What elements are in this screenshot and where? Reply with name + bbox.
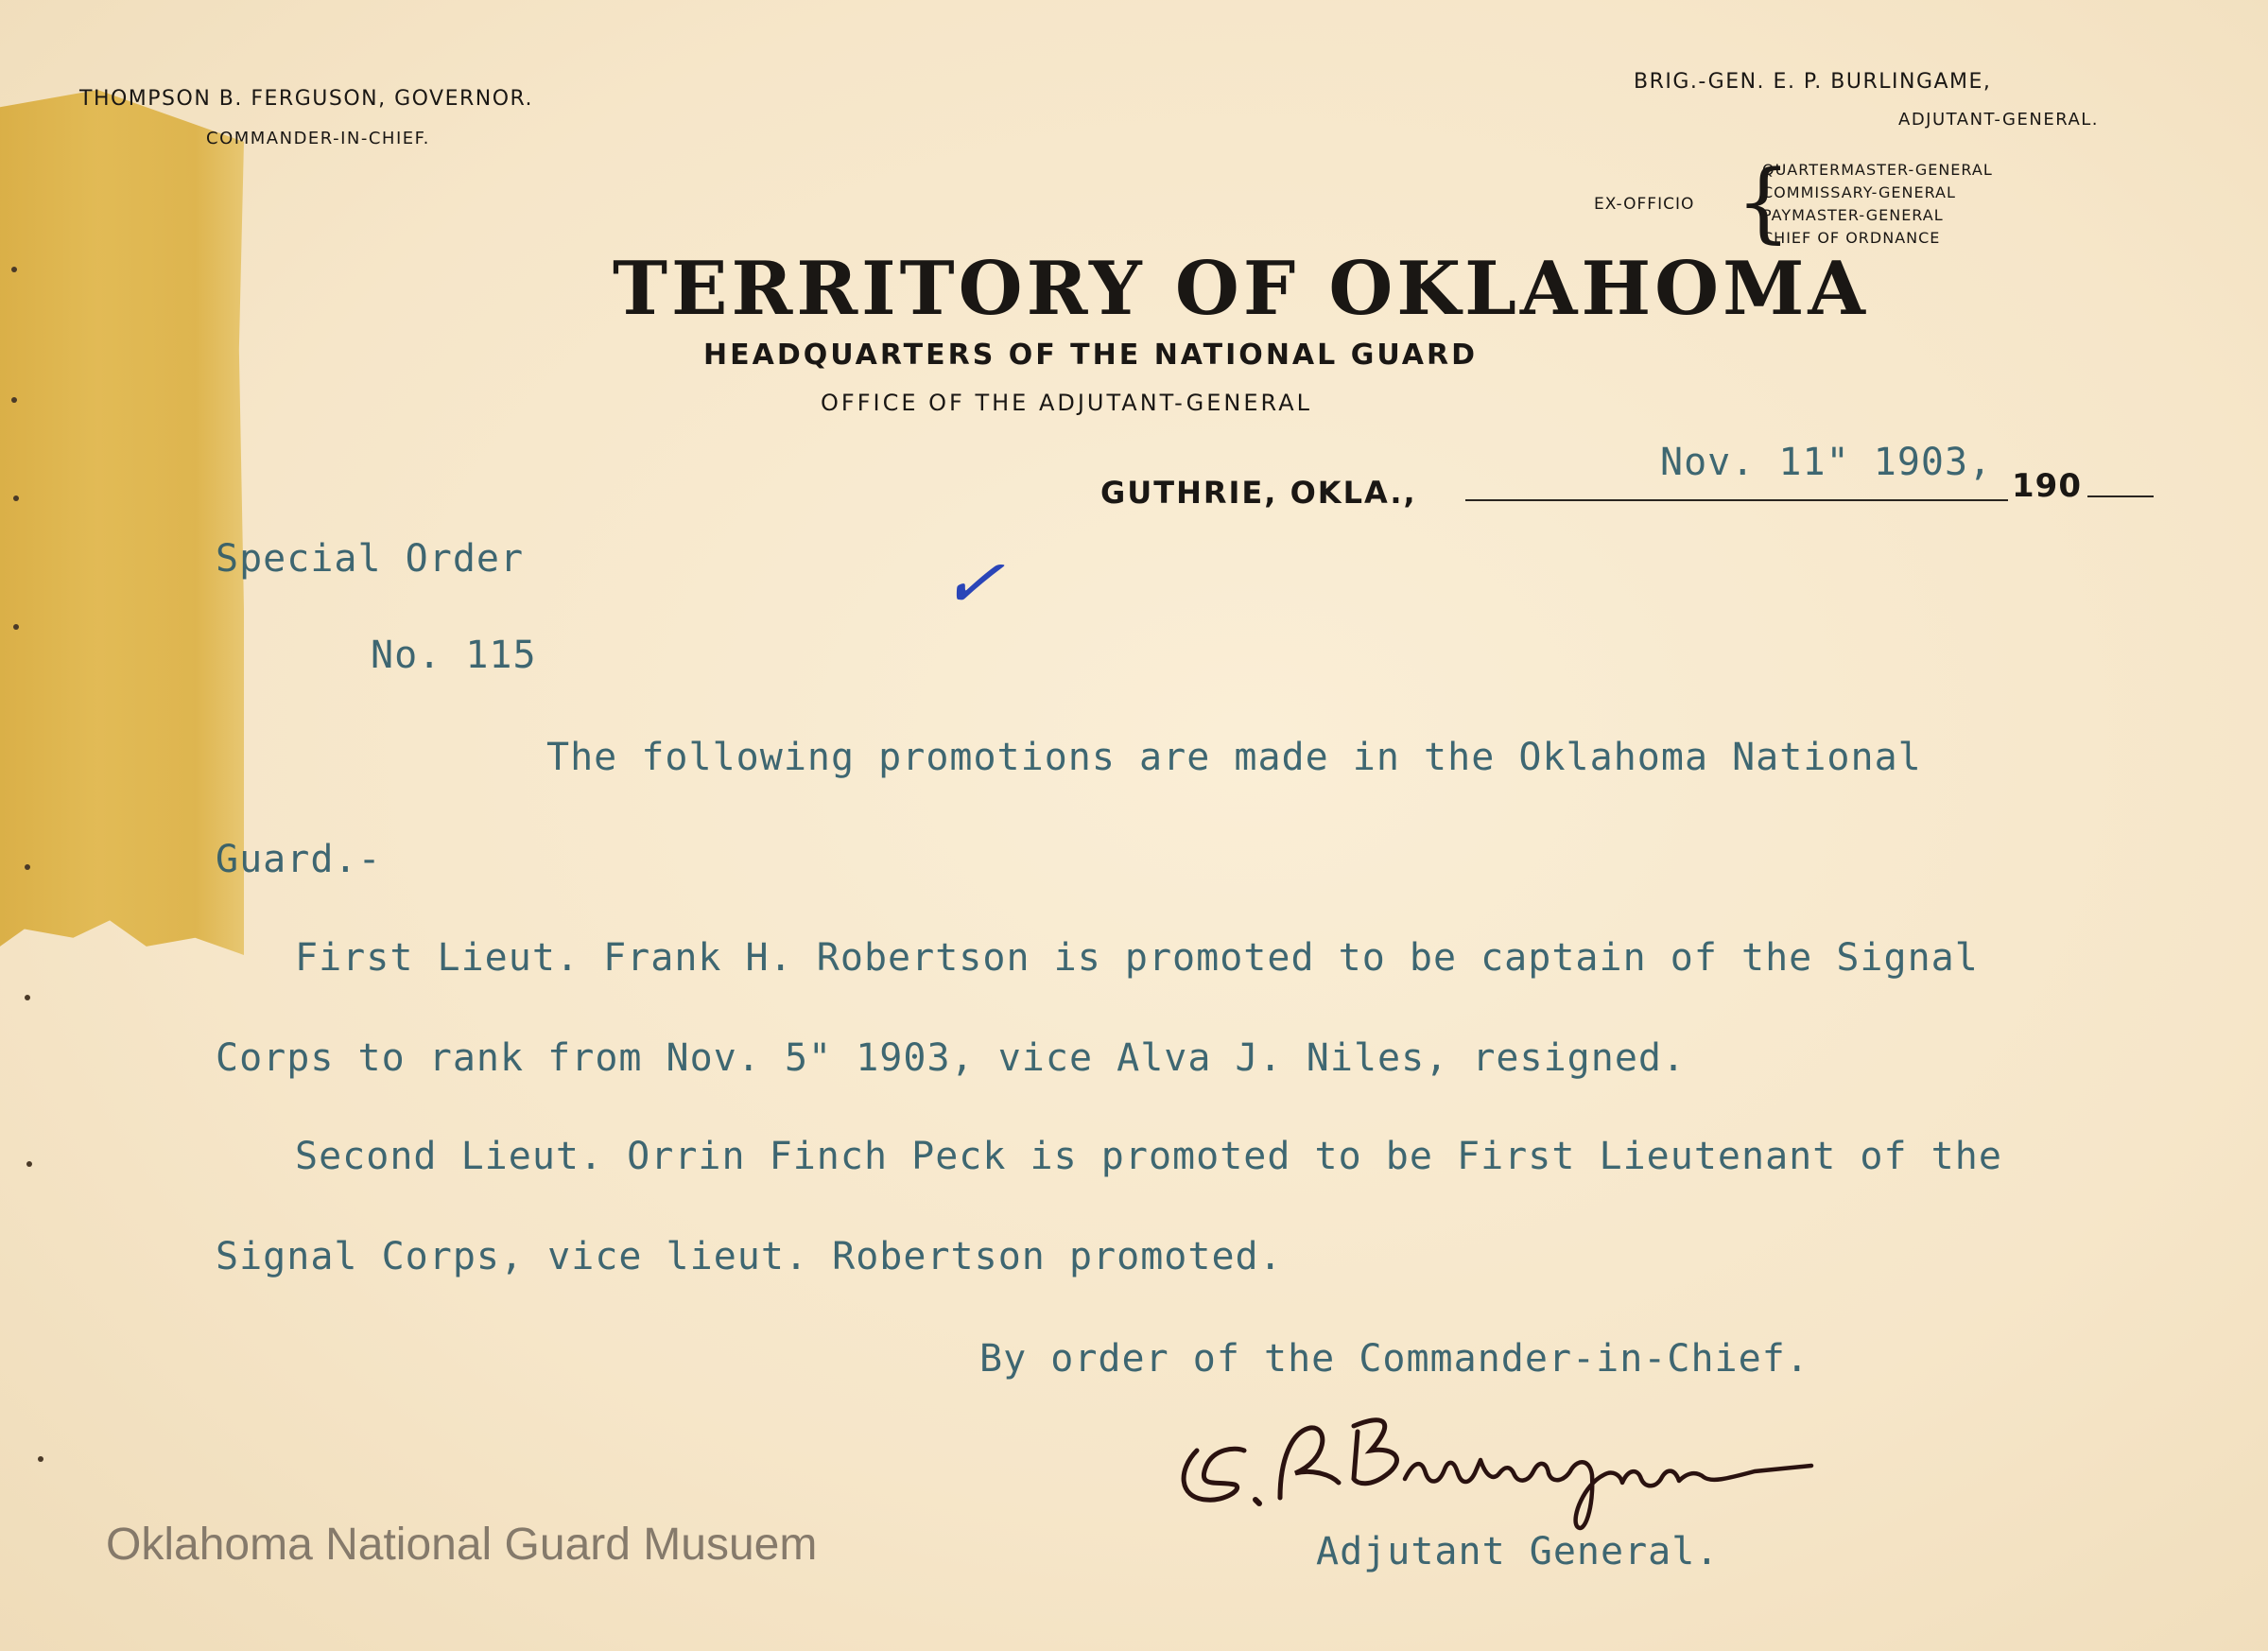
brace-icon: { <box>1736 151 1792 252</box>
ex-officio-label: EX-OFFICIO <box>1594 195 1695 214</box>
punch-hole <box>38 1456 43 1462</box>
letterhead-title: TERRITORY OF OKLAHOMA <box>613 246 1869 332</box>
paragraph-line: Corps to rank from Nov. 5" 1903, vice Alva J. Niles, resigned. <box>216 1036 1687 1080</box>
ex-officio-list <box>1762 159 1993 250</box>
adhesive-tape-strip <box>0 90 244 955</box>
brig-gen-line: BRIG.-GEN. E. P. BURLINGAME, <box>1634 70 1992 94</box>
intro-line: The following promotions are made in the Oklahoma National <box>546 736 1922 779</box>
order-number: No. 115 <box>371 634 537 677</box>
commander-line: COMMANDER-IN-CHIEF. <box>206 129 430 148</box>
date-underline <box>2087 495 2154 497</box>
ex-officio-title: PAYMASTER-GENERAL <box>1762 206 1944 224</box>
punch-hole <box>26 1161 32 1167</box>
signature <box>1169 1380 1925 1536</box>
place-line: GUTHRIE, OKLA., <box>1100 475 1417 511</box>
adjutant-general-line: ADJUTANT-GENERAL. <box>1898 110 2100 130</box>
punch-hole <box>11 267 17 272</box>
closing-line: By order of the Commander-in-Chief. <box>979 1337 1809 1381</box>
museum-watermark: Oklahoma National Guard Musuem <box>106 1520 818 1570</box>
headquarters-line: HEADQUARTERS OF THE NATIONAL GUARD <box>703 339 1478 372</box>
ex-officio-title: QUARTERMASTER-GENERAL <box>1762 161 1993 179</box>
ex-officio-title: CHIEF OF ORDNANCE <box>1762 229 1941 247</box>
paragraph-line: Second Lieut. Orrin Finch Peck is promoted to be First Lieutenant of the <box>295 1135 2002 1178</box>
date-underline <box>1465 499 2008 501</box>
punch-hole <box>13 495 19 501</box>
year-prefix: 190 <box>2012 467 2082 505</box>
paragraph-line: First Lieut. Frank H. Robertson is promoted to be captain of the Signal <box>295 936 1979 980</box>
order-title: Special Order <box>216 537 525 581</box>
signer-title: Adjutant General. <box>1316 1530 1720 1573</box>
office-line: OFFICE OF THE ADJUTANT-GENERAL <box>821 390 1313 416</box>
paragraph-line: Signal Corps, vice lieut. Robertson promoted. <box>216 1235 1283 1278</box>
ex-officio-title: COMMISSARY-GENERAL <box>1762 183 1956 201</box>
punch-hole <box>25 995 30 1000</box>
punch-hole <box>13 624 19 630</box>
governor-line: THOMPSON B. FERGUSON, GOVERNOR. <box>79 87 534 111</box>
intro-line: Guard.- <box>216 838 382 881</box>
letter-date: Nov. 11" 1903, <box>1660 441 1993 484</box>
punch-hole <box>11 397 17 403</box>
punch-hole <box>25 864 30 870</box>
signature-text: E. P. Burlingame <box>1169 1380 1291 1398</box>
check-mark-icon: ✓ <box>937 537 1008 630</box>
